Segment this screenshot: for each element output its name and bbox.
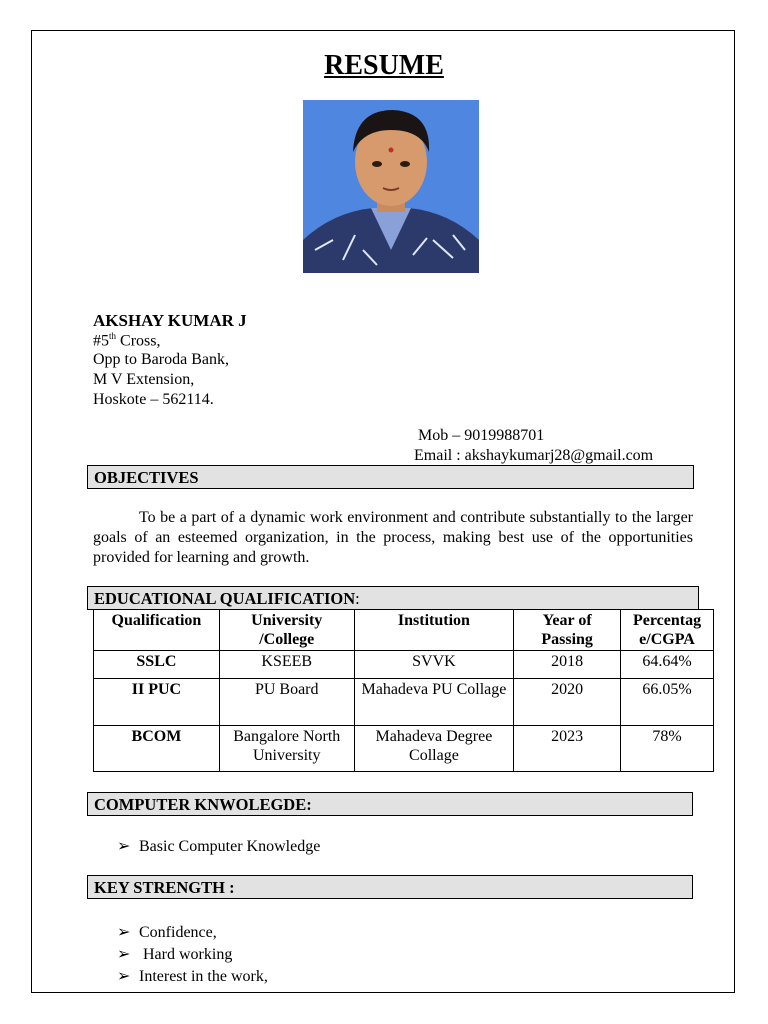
table-header-cell: Year of Passing xyxy=(514,610,621,651)
table-cell: KSEEB xyxy=(219,651,354,679)
address-line-4: Hoskote – 562114. xyxy=(93,391,214,408)
table-header-cell: Percentag e/CGPA xyxy=(621,610,714,651)
address-line-2: Opp to Baroda Bank, xyxy=(93,351,229,368)
mobile-number: Mob – 9019988701 xyxy=(418,427,545,444)
table-cell: Bangalore North University xyxy=(219,726,354,772)
table-cell: SSLC xyxy=(94,651,220,679)
list-item: ➢ Confidence, xyxy=(117,924,217,941)
arrow-bullet-icon: ➢ xyxy=(117,924,131,941)
table-cell: 2023 xyxy=(514,726,621,772)
table-row xyxy=(94,726,714,772)
table-cell: Mahadeva PU Collage xyxy=(354,679,514,726)
objectives-text: To be a part of a dynamic work environment and contribute substantially to the larger goals of an esteemed organization, in the process, making best use of the opportunities provided for learning and growth. xyxy=(93,509,693,566)
arrow-bullet-icon: ➢ xyxy=(117,946,131,963)
table-row xyxy=(94,651,714,679)
arrow-bullet-icon: ➢ xyxy=(117,968,131,985)
objectives-heading: OBJECTIVES xyxy=(87,465,694,489)
table-cell: PU Board xyxy=(219,679,354,726)
table-header-cell: Qualification xyxy=(94,610,220,651)
list-item: ➢ Basic Computer Knowledge xyxy=(117,838,321,855)
table-cell: II PUC xyxy=(94,679,220,726)
table-cell: 2020 xyxy=(514,679,621,726)
table-header-cell: University /College xyxy=(219,610,354,651)
list-item: ➢ Hard working xyxy=(117,946,233,963)
resume-title: RESUME xyxy=(324,50,444,81)
address-line-3: M V Extension, xyxy=(93,371,195,388)
computer-knowledge-heading: COMPUTER KNWOLEGDE: xyxy=(87,792,693,816)
education-table xyxy=(93,609,714,772)
email-address: Email : akshaykumarj28@gmail.com xyxy=(414,447,654,464)
table-cell: 2018 xyxy=(514,651,621,679)
table-cell: 66.05% xyxy=(621,679,714,726)
table-header-row xyxy=(94,610,714,651)
table-cell: 64.64% xyxy=(621,651,714,679)
address-line-1: #5th Cross, xyxy=(93,331,161,350)
table-cell: BCOM xyxy=(94,726,220,772)
table-cell: SVVK xyxy=(354,651,514,679)
candidate-name: AKSHAY KUMAR J xyxy=(93,311,247,330)
table-header-cell: Institution xyxy=(354,610,514,651)
key-strength-heading: KEY STRENGTH : xyxy=(87,875,693,899)
table-row xyxy=(94,679,714,726)
arrow-bullet-icon: ➢ xyxy=(117,838,131,855)
list-item: ➢ Interest in the work, xyxy=(117,968,268,985)
profile-photo xyxy=(303,100,479,273)
table-cell: 78% xyxy=(621,726,714,772)
education-heading: EDUCATIONAL QUALIFICATION: xyxy=(87,586,699,610)
table-cell: Mahadeva Degree Collage xyxy=(354,726,514,772)
